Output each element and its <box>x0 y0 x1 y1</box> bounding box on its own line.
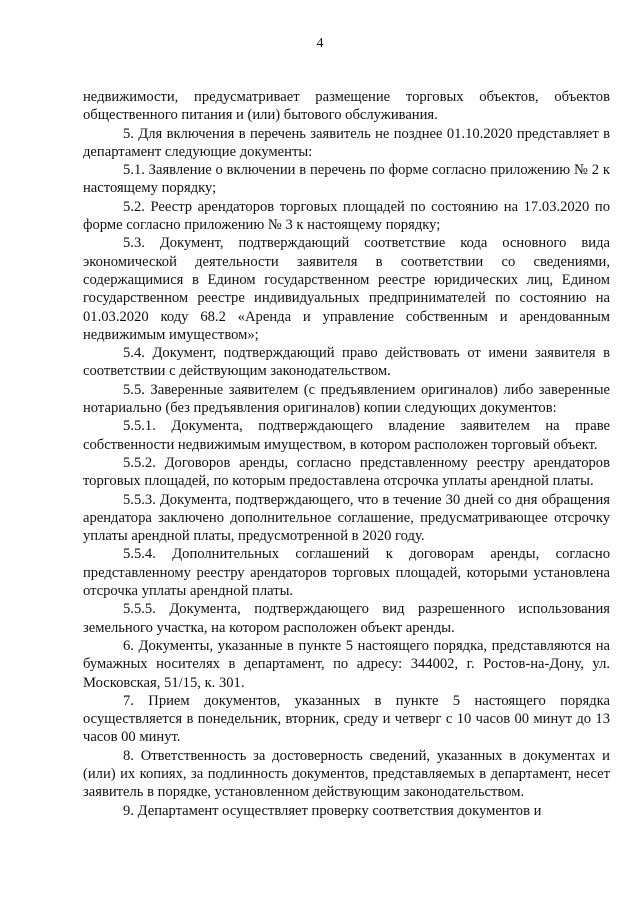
paragraph: 5.1. Заявление о включении в перечень по форме согласно приложению № 2 к настоящему порядку; <box>83 162 610 197</box>
paragraph: 5.5.2. Договоров аренды, согласно представленному реестру арендаторов торговых площадей, по которым предоставлена отсрочка уплаты арендной платы. <box>83 454 610 490</box>
paragraph: 5.5.4. Дополнительных соглашений к договорам аренды, согласно представленному реестру арендаторов торговых площадей, которыми установлена отсрочка уплаты арендной платы. <box>83 546 610 600</box>
paragraph: 5.5.5. Документа, подтверждающего вид разрешенного использования земельного участка, на котором расположен объект аренды. <box>83 601 610 636</box>
document-body <box>83 88 610 820</box>
paragraph: 6. Документы, указанные в пункте 5 настоящего порядка, представляются на бумажных носителях в департамент, по адресу: 344002, г. Ростов-на-Дону, ул. Московская, 51/15, к. 301. <box>83 637 610 691</box>
page-number: 4 <box>316 36 324 51</box>
paragraph: 5.4. Документ, подтверждающий право действовать от имени заявителя в соответствии с действующим законодательством. <box>83 345 610 380</box>
paragraph: 5.5.3. Документа, подтверждающего, что в течение 30 дней со дня обращения арендатора заключено дополнительное соглашение, предусматривающее отсрочку уплаты арендной платы, предусмотренной в 2020 году. <box>83 491 610 545</box>
paragraph: 5.5.1. Документа, подтверждающего владение заявителем на праве собственности недвижимым имуществом, в котором расположен торговый объект. <box>83 418 610 453</box>
paragraph: 8. Ответственность за достоверность сведений, указанных в документах и (или) их копиях, за подлинность документов, представляемых в департамент, несет заявитель в порядке, установленном действующим законодательством. <box>83 747 610 801</box>
paragraph: 5.3. Документ, подтверждающий соответствие кода основного вида экономической деятельности заявителя в соответствии со сведениями, содержащимися в Едином государственном реестре юридических лиц, Едином государственном реестре индивидуальных предпринимателей по состоянию на 01.03.2020 коду 68.2 «Аренда и управление собственным и арендованным недвижимым имуществом»; <box>83 235 610 343</box>
paragraph: 5.5. Заверенные заявителем (с предъявлением оригиналов) либо заверенные нотариально (без предъявления оригиналов) копии следующих документов: <box>83 381 610 417</box>
paragraph: 7. Прием документов, указанных в пункте 5 настоящего порядка осуществляется в понедельник, вторник, среду и четверг с 10 часов 00 минут до 13 часов 00 минут. <box>83 692 610 746</box>
paragraph: 5. Для включения в перечень заявитель не позднее 01.10.2020 представляет в департамент следующие документы: <box>83 125 610 160</box>
paragraph: 5.2. Реестр арендаторов торговых площадей по состоянию на 17.03.2020 по форме согласно приложению № 3 к настоящему порядку; <box>83 198 610 234</box>
paragraph: 9. Департамент осуществляет проверку соответствия документов и <box>123 802 542 819</box>
paragraph: недвижимости, предусматривает размещение торговых объектов, объектов общественного питания и (или) бытового обслуживания. <box>83 89 610 124</box>
